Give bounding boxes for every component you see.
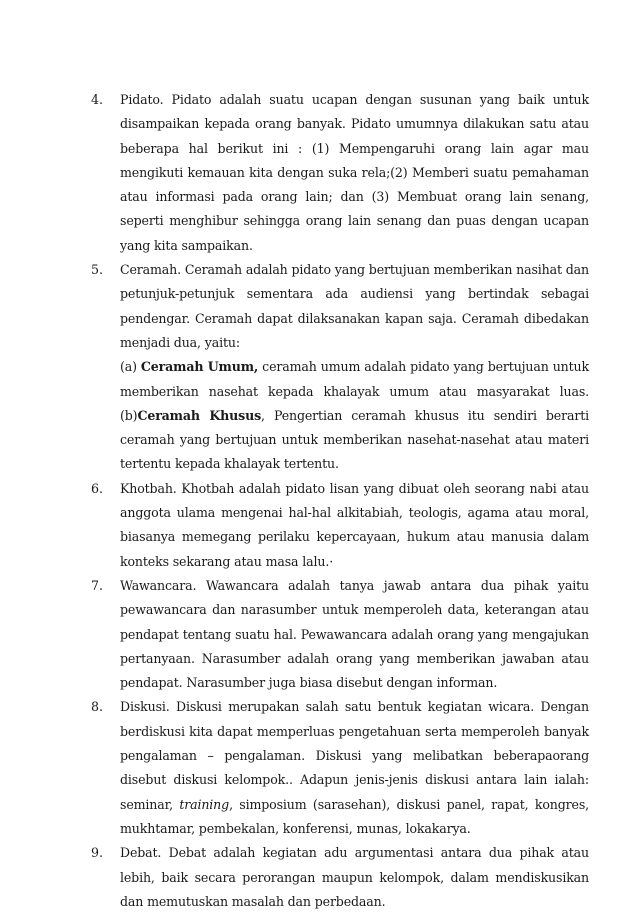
list-item bbox=[91, 841, 589, 914]
list-item-paragraph bbox=[120, 258, 589, 355]
text-run: Debat. Debat adalah kegiatan adu argumentasi antara dua pihak atau lebih, baik secara perorangan maupun kelompok, dalam mendiskusikan dan memutuskan masalah dan perbedaan. bbox=[120, 845, 589, 909]
text-run: Khotbah. Khotbah adalah pidato lisan yang dibuat oleh seorang nabi atau anggota ulama mengenai hal-hal alkitabiah, teologis, agama atau moral, biasanya memegang perilaku kepercayaan, hukum atau manusia dalam konteks sekarang atau masa lalu.· bbox=[120, 480, 589, 569]
list-item-number: 6. bbox=[91, 480, 104, 496]
bold-term: Ceramah Umum, bbox=[140, 359, 259, 375]
list-item bbox=[91, 695, 589, 841]
list-item bbox=[91, 258, 589, 477]
italic-term: training bbox=[179, 796, 230, 812]
list-item-paragraph bbox=[120, 574, 589, 695]
text-run: , Pengertian ceramah khusus itu sendiri berarti ceramah yang bertujuan untuk memberikan nasehat-nasehat atau materi tertentu kepada khalayak tertentu. bbox=[120, 407, 589, 472]
text-run: ceramah umum adalah pidato yang bertujuan untuk memberikan nasehat kepada khalayak umum atau masyarakat luas. (b) bbox=[120, 359, 589, 423]
list-item-number: 9. bbox=[91, 845, 104, 861]
text-run: , simposium (sarasehan), diskusi panel, rapat, kongres, mukhtamar, pembekalan, konferensi, munas, lokakarya. bbox=[120, 796, 589, 836]
list-item bbox=[91, 574, 589, 695]
numbered-list bbox=[91, 88, 589, 914]
list-item-paragraph bbox=[120, 355, 589, 476]
list-item-number: 7. bbox=[91, 577, 104, 593]
list-item-number: 4. bbox=[91, 92, 104, 107]
list-item-number: 5. bbox=[91, 262, 104, 278]
text-run: (a) bbox=[120, 359, 141, 375]
list-item-paragraph bbox=[120, 88, 589, 258]
list-item-paragraph bbox=[120, 841, 589, 914]
list-item-number: 8. bbox=[91, 699, 104, 715]
list-item-paragraph bbox=[120, 695, 589, 841]
text-run: Wawancara. Wawancara adalah tanya jawab antara dua pihak yaitu pewawancara dan narasumber untuk memperoleh data, keterangan atau pendapat tentang suatu hal. Pewawancara adalah orang yang mengajukan pertanyaan. Narasumber adalah orang yang memberikan jawaban atau pendapat. Narasumber juga biasa disebut dengan informan. bbox=[120, 577, 589, 691]
text-run: Pidato. Pidato adalah suatu ucapan dengan susunan yang baik untuk disampaikan kepada orang banyak. Pidato umumnya dilakukan satu atau beberapa hal berikut ini : (1) Mempengaruhi orang lain agar mau mengikuti kemauan kita dengan suka rela;(2) Memberi suatu pemahaman atau informasi pada orang lain; dan (3) Membuat orang lain senang, seperti menghibur sehingga orang lain senang dan puas dengan ucapan yang kita sampaikan. bbox=[120, 92, 589, 253]
text-run: Ceramah. Ceramah adalah pidato yang bertujuan memberikan nasihat dan petunjuk-petunjuk sementara ada audiensi yang bertindak sebagai pendengar. Ceramah dapat dilaksanakan kapan saja. Ceramah dibedakan menjadi dua, yaitu: bbox=[120, 262, 589, 350]
bold-term: Ceramah Khusus bbox=[137, 407, 262, 423]
text-run: Diskusi. Diskusi merupakan salah satu bentuk kegiatan wicara. Dengan berdiskusi kita dapat memperluas pengetahuan serta memperoleh banyak pengalaman – pengalaman. Diskusi yang melibatkan beberapaorang disebut diskusi kelompok.. Adapun jenis-jenis diskusi antara lain ialah: seminar, bbox=[120, 699, 589, 812]
list-item bbox=[91, 88, 589, 258]
list-item bbox=[91, 477, 589, 574]
list-item-paragraph bbox=[120, 477, 589, 574]
